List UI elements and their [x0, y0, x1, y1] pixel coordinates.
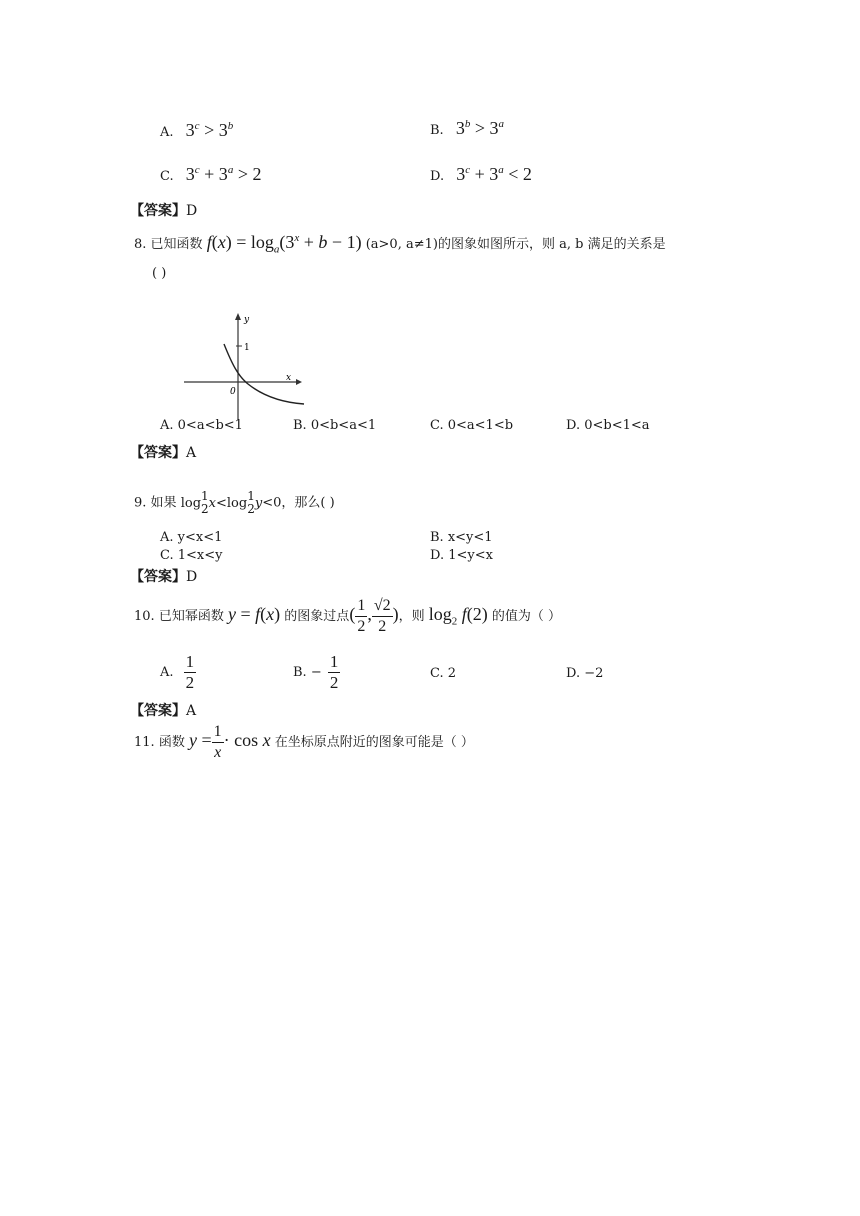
q8-option-d: D. 0<b<1<a [566, 418, 650, 433]
q10-option-a: A. $\frac{1}{2}$ [160, 652, 195, 692]
x-label: x [286, 373, 292, 383]
q9-option-b: B. x<y<1 [430, 530, 493, 545]
q9-stem: 9. 如果 log 1 2 x<log 1 2 y<0，那么( ) [134, 489, 335, 516]
one-label: 1 [244, 343, 250, 353]
x-axis-arrow [296, 379, 302, 385]
q11-stem: 11. 函数 y = $\frac{1}{x}$ · cos x 在坐标原点附近的图象可能是（ ） [134, 723, 474, 761]
q8-option-a: A. 0<a<b<1 [160, 418, 243, 433]
y-axis-arrow [235, 313, 241, 320]
q10-option-c: C. 2 [430, 666, 457, 681]
q8-paren: ( ) [152, 266, 167, 281]
q9-option-c: C. 1<x<y [160, 548, 223, 563]
q7-option-b: B. $3^b > 3^a$ [430, 118, 504, 138]
q10-answer: 【答案】A [130, 703, 197, 719]
q7-option-c: C. $3^c + 3^a > 2$ [160, 164, 262, 184]
q10-option-b: B. − $\frac{1}{2}$ [293, 652, 339, 692]
function-curve [224, 344, 304, 404]
q8-stem: 8. 已知函数 $f(x) = \log_a(3^x + b - 1)$ (a>0, a≠1)的图象如图所示，则 a, b 满足的关系是 [134, 232, 666, 256]
q7-option-a: A. $3^c > 3^b$ [160, 120, 234, 140]
q8-answer: 【答案】A [130, 445, 197, 461]
q8-option-c: C. 0<a<1<b [430, 418, 514, 433]
y-label: y [244, 315, 250, 325]
q8-option-b: B. 0<b<a<1 [293, 418, 377, 433]
q9-option-a: A. y<x<1 [160, 530, 223, 545]
q9-answer: 【答案】D [130, 569, 198, 585]
origin-label: 0 [230, 387, 236, 397]
q7-answer: 【答案】D [130, 203, 198, 219]
q10-option-d: D. −2 [566, 666, 604, 681]
q9-option-d: D. 1<y<x [430, 548, 493, 563]
q7-option-d: D. $3^c + 3^a < 2$ [430, 164, 532, 184]
q8-function-graph [176, 308, 312, 424]
q10-stem: 10. 已知幂函数 y = f(x) 的图象过点( $\frac{1}{2}$ , $\frac{√2}{2}$ )，则 $\log_2 f(2)$ 的值为（ ） [134, 597, 562, 635]
